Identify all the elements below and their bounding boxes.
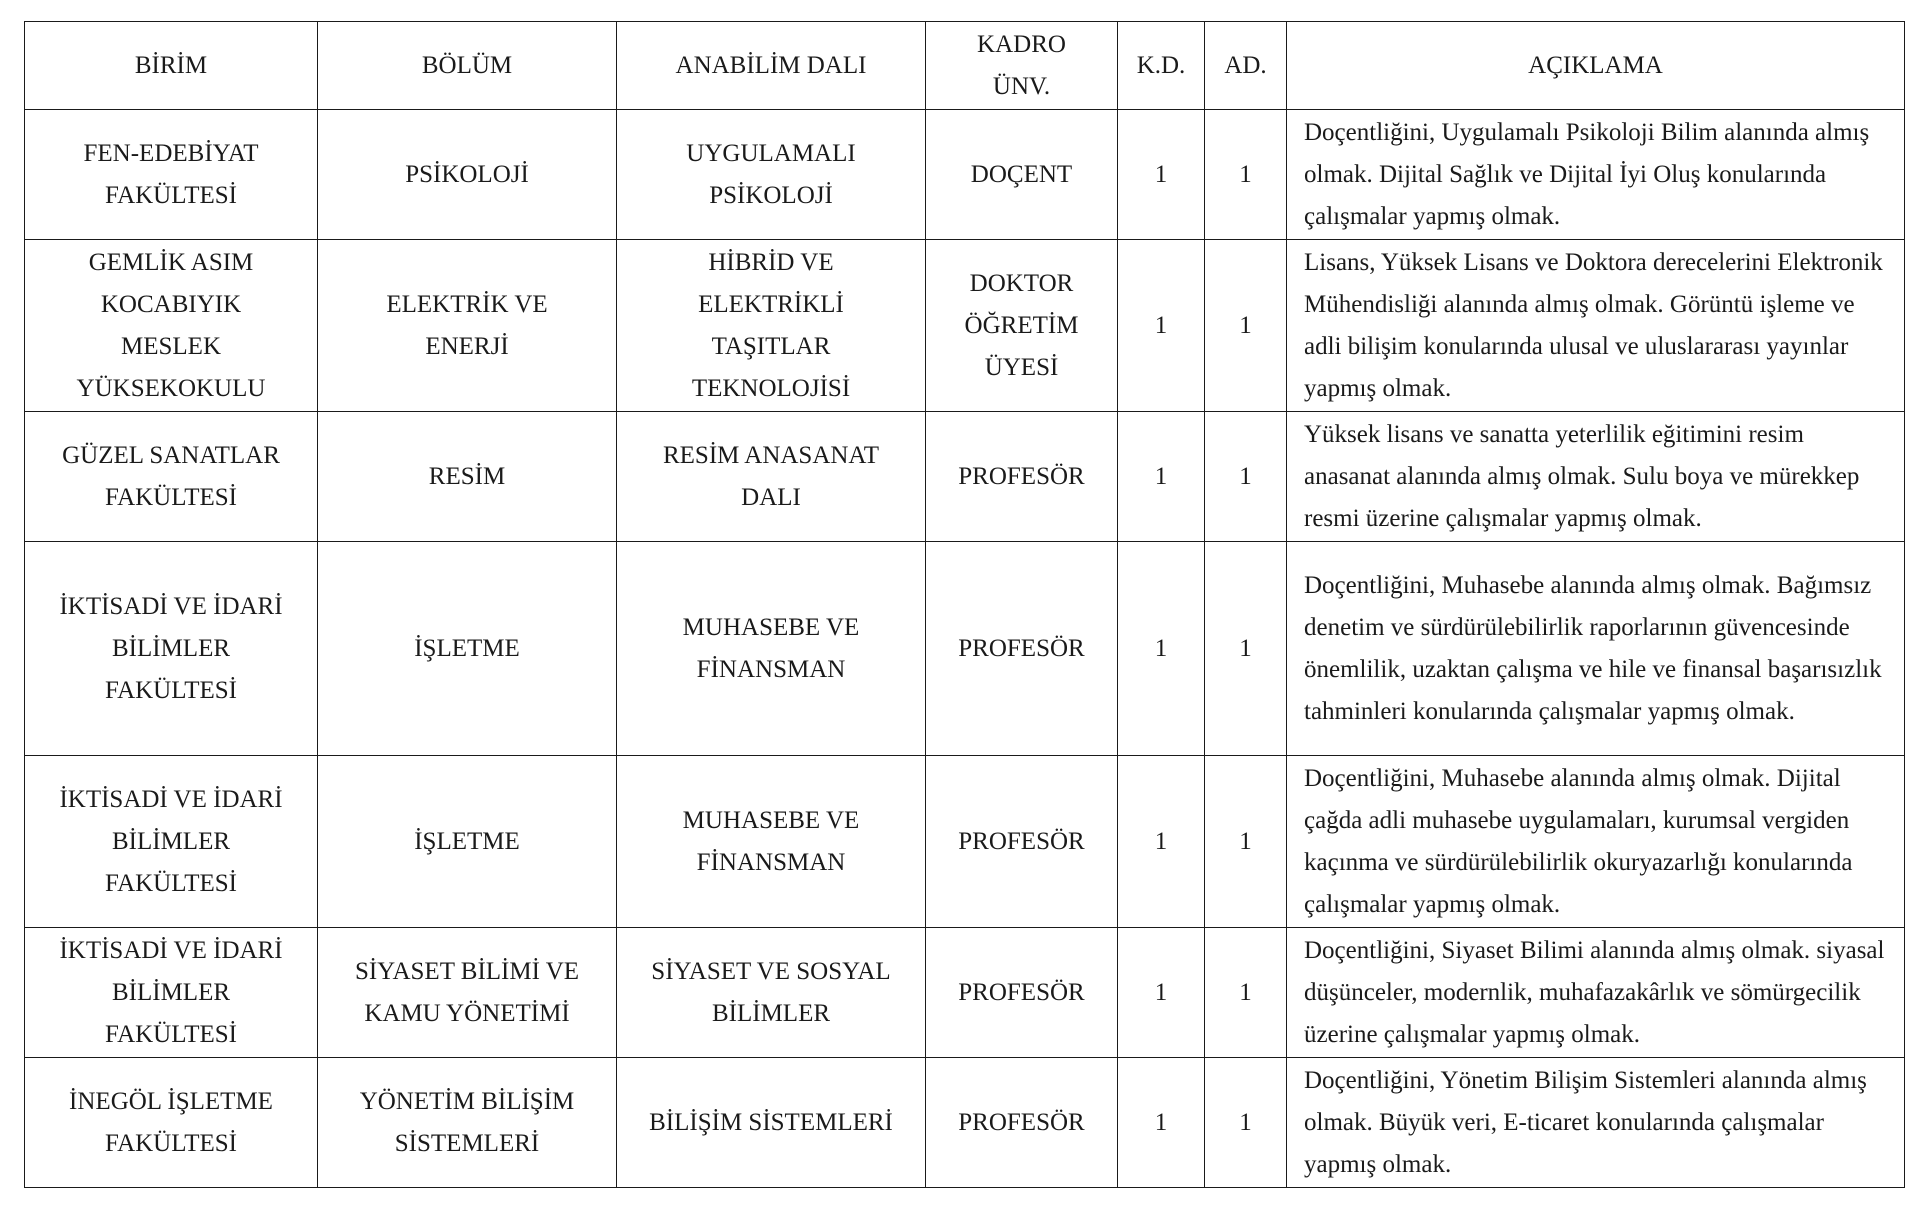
- cell-bolum: SİYASET BİLİMİ VE KAMU YÖNETİMİ: [318, 928, 617, 1058]
- cell-anabilim: HİBRİD VE ELEKTRİKLİ TAŞITLAR TEKNOLOJİSİ: [617, 240, 926, 412]
- cell-aciklama: Doçentliğini, Muhasebe alanında almış olmak. Bağımsız denetim ve sürdürülebilirlik raporlarının güvencesinde önemlilik, uzaktan çalışma ve hile ve finansal başarısızlık tahminleri konularında çalışmalar yapmış olmak.: [1287, 542, 1905, 756]
- cell-bolum: YÖNETİM BİLİŞİM SİSTEMLERİ: [318, 1058, 617, 1188]
- cell-kadro: PROFESÖR: [926, 756, 1118, 928]
- cell-birim: İKTİSADİ VE İDARİ BİLİMLER FAKÜLTESİ: [25, 928, 318, 1058]
- cell-aciklama: Doçentliğini, Siyaset Bilimi alanında almış olmak. siyasal düşünceler, modernlik, muhafazakârlık ve sömürgecilik üzerine çalışmalar yapmış olmak.: [1287, 928, 1905, 1058]
- cell-kadro: DOÇENT: [926, 110, 1118, 240]
- cell-anabilim: MUHASEBE VE FİNANSMAN: [617, 542, 926, 756]
- cell-kd: 1: [1118, 412, 1205, 542]
- cell-birim: GÜZEL SANATLAR FAKÜLTESİ: [25, 412, 318, 542]
- header-kadro: KADRO ÜNV.: [926, 22, 1118, 110]
- cell-kd: 1: [1118, 542, 1205, 756]
- cell-kd: 1: [1118, 928, 1205, 1058]
- cell-kadro: DOKTOR ÖĞRETİM ÜYESİ: [926, 240, 1118, 412]
- cell-aciklama: Doçentliğini, Uygulamalı Psikoloji Bilim alanında almış olmak. Dijital Sağlık ve Dijital İyi Oluş konularında çalışmalar yapmış olmak.: [1287, 110, 1905, 240]
- cell-ad: 1: [1205, 756, 1287, 928]
- table-row: [25, 110, 1905, 240]
- cell-anabilim: MUHASEBE VE FİNANSMAN: [617, 756, 926, 928]
- cell-aciklama: Doçentliğini, Yönetim Bilişim Sistemleri alanında almış olmak. Büyük veri, E-ticaret konularında çalışmalar yapmış olmak.: [1287, 1058, 1905, 1188]
- table-row: [25, 756, 1905, 928]
- cell-ad: 1: [1205, 928, 1287, 1058]
- cell-anabilim: UYGULAMALI PSİKOLOJİ: [617, 110, 926, 240]
- cell-kd: 1: [1118, 1058, 1205, 1188]
- cell-ad: 1: [1205, 110, 1287, 240]
- header-aciklama: AÇIKLAMA: [1287, 22, 1905, 110]
- cell-birim: İNEGÖL İŞLETME FAKÜLTESİ: [25, 1058, 318, 1188]
- header-row: [25, 22, 1905, 110]
- cell-kadro: PROFESÖR: [926, 542, 1118, 756]
- header-ad: AD.: [1205, 22, 1287, 110]
- cell-kd: 1: [1118, 756, 1205, 928]
- table-row: [25, 1058, 1905, 1188]
- table-row: [25, 928, 1905, 1058]
- cell-kadro: PROFESÖR: [926, 412, 1118, 542]
- cell-ad: 1: [1205, 542, 1287, 756]
- header-bolum: BÖLÜM: [318, 22, 617, 110]
- cell-kadro: PROFESÖR: [926, 1058, 1118, 1188]
- header-kd: K.D.: [1118, 22, 1205, 110]
- cell-aciklama: Lisans, Yüksek Lisans ve Doktora derecelerini Elektronik Mühendisliği alanında almış olmak. Görüntü işleme ve adli bilişim konularında ulusal ve uluslararası yayınlar yapmış olmak.: [1287, 240, 1905, 412]
- cell-kd: 1: [1118, 240, 1205, 412]
- cell-bolum: ELEKTRİK VE ENERJİ: [318, 240, 617, 412]
- cell-bolum: İŞLETME: [318, 756, 617, 928]
- header-birim: BİRİM: [25, 22, 318, 110]
- cell-birim: İKTİSADİ VE İDARİ BİLİMLER FAKÜLTESİ: [25, 756, 318, 928]
- cell-bolum: İŞLETME: [318, 542, 617, 756]
- table-row: [25, 240, 1905, 412]
- cell-ad: 1: [1205, 1058, 1287, 1188]
- cell-bolum: RESİM: [318, 412, 617, 542]
- table-row: [25, 412, 1905, 542]
- cell-aciklama: Doçentliğini, Muhasebe alanında almış olmak. Dijital çağda adli muhasebe uygulamaları, kurumsal vergiden kaçınma ve sürdürülebilirlik okuryazarlığı konularında çalışmalar yapmış olmak.: [1287, 756, 1905, 928]
- cell-anabilim: SİYASET VE SOSYAL BİLİMLER: [617, 928, 926, 1058]
- table-row: [25, 542, 1905, 756]
- header-anabilim: ANABİLİM DALI: [617, 22, 926, 110]
- positions-table: [24, 21, 1905, 1188]
- cell-birim: FEN-EDEBİYAT FAKÜLTESİ: [25, 110, 318, 240]
- cell-bolum: PSİKOLOJİ: [318, 110, 617, 240]
- cell-anabilim: RESİM ANASANAT DALI: [617, 412, 926, 542]
- cell-kadro: PROFESÖR: [926, 928, 1118, 1058]
- cell-ad: 1: [1205, 412, 1287, 542]
- cell-birim: GEMLİK ASIM KOCABIYIK MESLEK YÜKSEKOKULU: [25, 240, 318, 412]
- cell-kd: 1: [1118, 110, 1205, 240]
- cell-aciklama: Yüksek lisans ve sanatta yeterlilik eğitimini resim anasanat alanında almış olmak. Sulu boya ve mürekkep resmi üzerine çalışmalar yapmış olmak.: [1287, 412, 1905, 542]
- cell-birim: İKTİSADİ VE İDARİ BİLİMLER FAKÜLTESİ: [25, 542, 318, 756]
- cell-ad: 1: [1205, 240, 1287, 412]
- cell-anabilim: BİLİŞİM SİSTEMLERİ: [617, 1058, 926, 1188]
